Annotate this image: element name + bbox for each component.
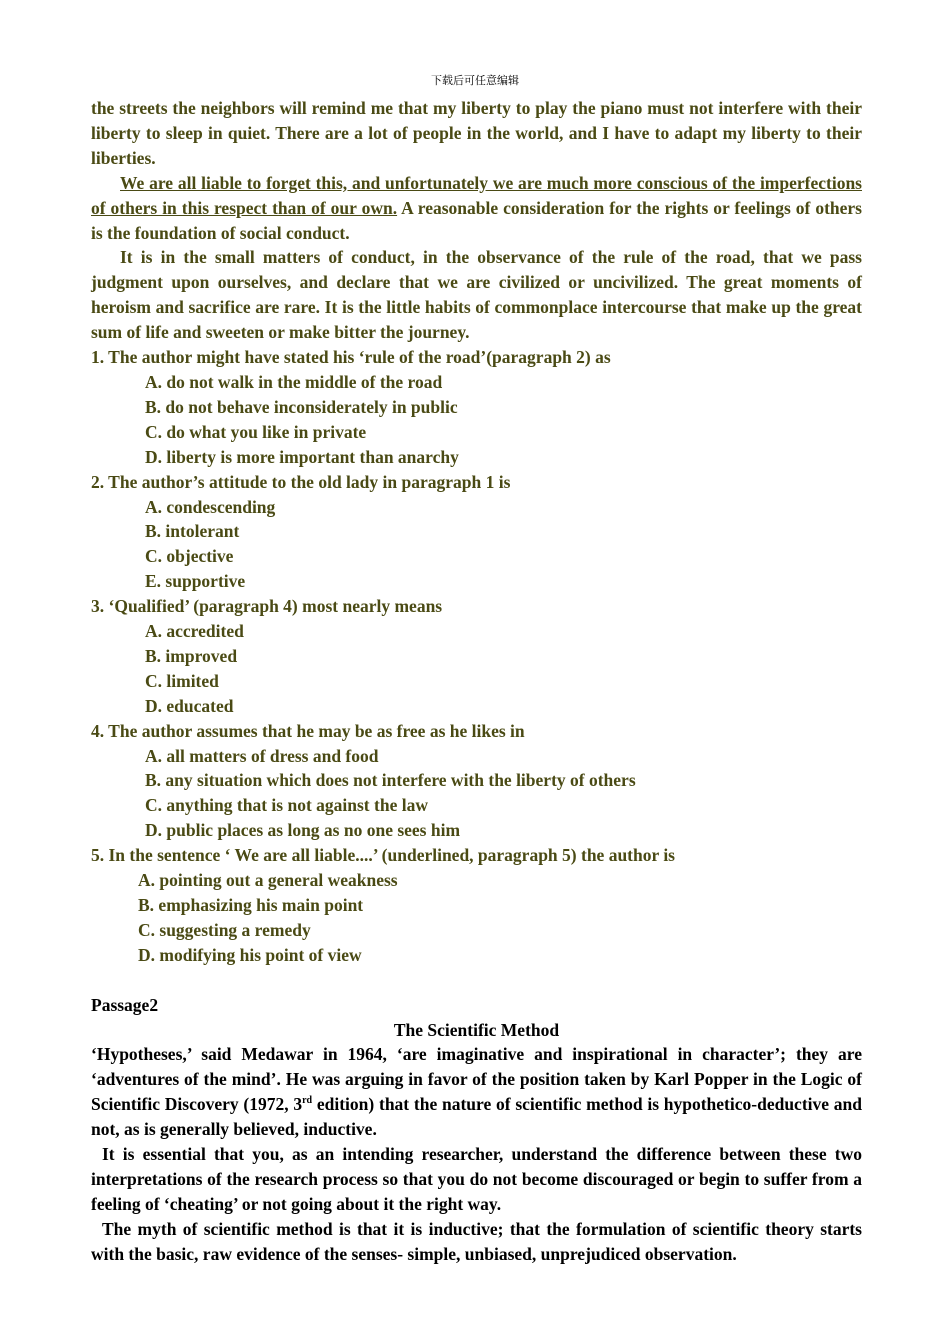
- passage2-label: Passage2: [91, 994, 159, 1015]
- passage1-paragraph-continued: the streets the neighbors will remind me that my liberty to play the piano must not interfere with their liberty to sleep in quiet. There are a lot of people in the world, and I have to adapt my liberty to their liberties.: [91, 98, 862, 168]
- question-stem: 5. In the sentence ‘ We are all liable....’ (underlined, paragraph 5) the author is: [91, 845, 675, 866]
- answer-option: A. all matters of dress and food: [145, 745, 379, 766]
- question-4: [91, 719, 862, 844]
- underlined-sentence: We are all liable to forget this, and unfortunately we are much more conscious of the imperfections of others in this respect than of our own.: [91, 172, 862, 218]
- question-2: [91, 470, 862, 595]
- ordinal-suffix: rd: [302, 1095, 313, 1107]
- answer-option: B. any situation which does not interfere with the liberty of others: [145, 770, 636, 791]
- answer-option: D. liberty is more important than anarchy: [145, 446, 459, 467]
- answer-option: B. intolerant: [145, 521, 240, 542]
- answer-option: A. pointing out a general weakness: [138, 870, 398, 891]
- passage2-paragraph-2: It is essential that you, as an intending researcher, understand the difference between these two interpretations of the research process so that you do not become discouraged or begin to suffer from a feeling of ‘cheating’ or not going about it the right way.: [91, 1144, 862, 1214]
- answer-option: C. do what you like in private: [145, 421, 367, 442]
- passage1-paragraph-6: It is in the small matters of conduct, in the observance of the rule of the road, that we pass judgment upon ourselves, and declare that we are civilized or uncivilized. The great moments of heroism and sacrifice are rare. It is the little habits of commonplace intercourse that make up the great sum of life and sweeten or make bitter the journey.: [91, 247, 862, 343]
- answer-option: A. do not walk in the middle of the road: [145, 371, 443, 392]
- question-5: [91, 843, 862, 968]
- answer-option: C. suggesting a remedy: [138, 919, 311, 940]
- question-stem: 1. The author might have stated his ‘rule of the road’(paragraph 2) as: [91, 347, 611, 368]
- answer-option: C. limited: [145, 670, 219, 691]
- document-body: [91, 96, 862, 1267]
- answer-option: C. anything that is not against the law: [145, 795, 428, 816]
- question-stem: 4. The author assumes that he may be as free as he likes in: [91, 720, 525, 741]
- passage2-paragraph-3: The myth of scientific method is that it is inductive; that the formulation of scientific theory starts with the basic, raw evidence of the senses- simple, unbiased, unprejudiced observation.: [91, 1218, 862, 1264]
- answer-option: E. supportive: [145, 571, 246, 592]
- paragraph-1-text: ‘Hypotheses,’ said Medawar in 1964, ‘are imaginative and inspirational in character’; they are ‘adventures of the mind’. He was arguing in favor of the position taken by Karl Popper in the Logic of Scientific Discovery (1972, 3: [91, 1044, 862, 1115]
- question-stem: 2. The author’s attitude to the old lady in paragraph 1 is: [91, 471, 511, 492]
- answer-option: B. emphasizing his main point: [138, 895, 364, 915]
- answer-option: D. public places as long as no one sees him: [145, 820, 461, 841]
- question-1: [91, 345, 862, 470]
- question-stem: 3. ‘Qualified’ (paragraph 4) most nearly means: [91, 596, 443, 617]
- answer-option: B. do not behave inconsiderately in public: [145, 396, 458, 417]
- question-3: [91, 594, 862, 719]
- answer-option: C. objective: [145, 546, 234, 567]
- header-watermark: 下载后可任意编辑: [431, 74, 519, 87]
- spacer: [91, 968, 862, 993]
- answer-option: D. modifying his point of view: [138, 944, 362, 965]
- paragraph-5-rest: A reasonable consideration for the rights or feelings of others is the foundation of social conduct.: [91, 197, 862, 243]
- answer-option: D. educated: [145, 695, 234, 716]
- passage2-title: The Scientific Method: [393, 1019, 560, 1040]
- paragraph-1-text-cont: edition) that the nature of scientific method is hypothetico-deductive and not, as is generally believed, inductive.: [91, 1094, 863, 1140]
- answer-option: B. improved: [145, 645, 238, 666]
- answer-option: A. accredited: [145, 621, 244, 642]
- passage2-paragraph-1: [91, 1042, 862, 1142]
- answer-option: A. condescending: [145, 496, 276, 517]
- passage1-paragraph-5: [91, 171, 862, 246]
